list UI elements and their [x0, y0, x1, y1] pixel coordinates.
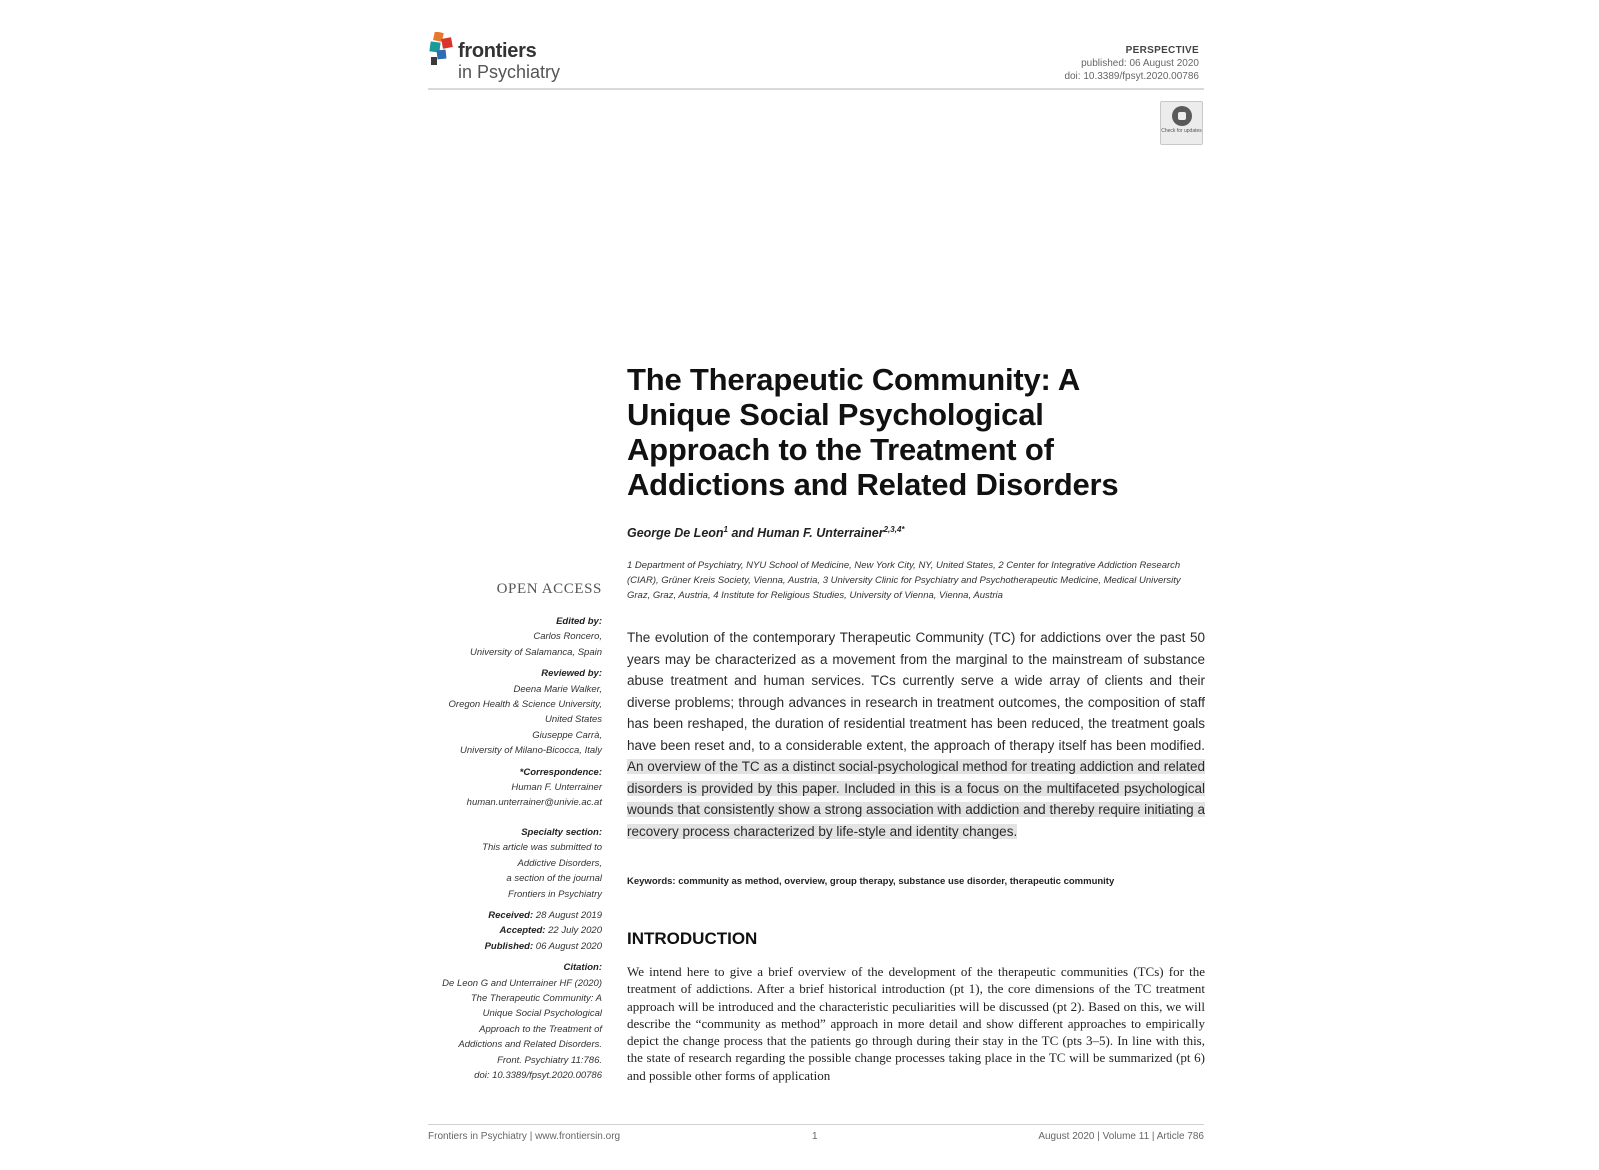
reviewer-line: United States — [544, 714, 602, 726]
author-list — [627, 525, 905, 540]
correspondence-label: *Correspondence: — [519, 766, 602, 778]
doi-link[interactable]: doi: 10.3389/fpsyt.2020.00786 — [1064, 71, 1199, 82]
correspondence-email[interactable]: human.unterrainer@univie.ac.at — [466, 797, 602, 809]
received-label: Received: — [488, 909, 534, 921]
citation-line: Front. Psychiatry 11:786. — [497, 1054, 602, 1066]
check-badge-label: Check for updates — [1161, 128, 1202, 134]
reviewer-line: Deena Marie Walker, — [513, 683, 602, 695]
publisher-name: frontiers — [458, 40, 537, 62]
introduction-text: We intend here to give a brief overview of the development of the therapeutic communities (TCs) for the treatment of addictions. After a brief historical introduction (pt 1), the core dimensions of the TC treatment approach will be introduced and the characteristic peculiarities will be discussed (pt 2). Based on this, we will describe the “community as method” approach in more detail and show different approaches to empirically depict the change process that the patients go through during their stay in the TC (pts 3–5). In line with this, the state of research regarding the possible change processes taking place in the TC will be summarized (pt 6) and possible other forms of application — [627, 964, 1205, 1083]
crossmark-icon — [1172, 106, 1192, 126]
journal-name: in Psychiatry — [458, 62, 561, 82]
specialty-line: Frontiers in Psychiatry — [508, 888, 602, 900]
open-access-label: OPEN ACCESS — [496, 581, 602, 597]
author-affil-marker: 2,3,4* — [883, 525, 905, 534]
section-heading: INTRODUCTION — [627, 929, 758, 948]
specialty-line: Addictive Disorders, — [517, 857, 602, 869]
reviewer-line: Giuseppe Carrà, — [532, 729, 602, 741]
abstract-text: The evolution of the contemporary Therapeutic Community (TC) for addictions over the past 50 years may be characterized as a movement from the marginal to the mainstream of substance abuse treatment and human services. TCs currently serve a wide array of clients and their diverse problems; through advances in research in treatment outcomes, the composition of staff has been reshaped, the duration of residential treatment has been reduced, the treatment goals have been reset and, to a considerable extent, the approach of therapy itself has been modified. — [627, 630, 1205, 753]
published-label: Published: — [484, 940, 534, 952]
footer-volume-info: August 2020 | Volume 11 | Article 786 — [1038, 1131, 1204, 1142]
affiliations: 1 Department of Psychiatry, NYU School of Medicine, New York City, NY, United States, 2 Center for Integrative Addiction Research (CIAR), Grüner Kreis Society, Vienna, Austria, 3 University Clinic for Psychiatry and Psychotherapeutic Medicine, Medical University Graz, Graz, Austria, 4 Institute for Religious Studies, University of Vienna, Vienna, Austria — [627, 560, 1181, 601]
author-affil-marker: 1 — [723, 525, 728, 534]
specialty-line: This article was submitted to — [482, 842, 602, 854]
published-date-sidebar: 06 August 2020 — [533, 940, 602, 952]
footer-journal-link[interactable]: Frontiers in Psychiatry | www.frontiersin.org — [428, 1131, 621, 1142]
footer-divider — [428, 1124, 1204, 1125]
accepted-label: Accepted: — [499, 925, 546, 937]
citation-doi[interactable]: doi: 10.3389/fpsyt.2020.00786 — [474, 1069, 602, 1081]
editor-line: Carlos Roncero, — [533, 631, 602, 643]
keywords: Keywords: community as method, overview, group therapy, substance use disorder, therapeutic community — [627, 876, 1115, 887]
specialty-section-label: Specialty section: — [521, 826, 602, 838]
header-divider — [428, 88, 1204, 90]
specialty-line: a section of the journal — [506, 873, 602, 885]
citation-line: De Leon G and Unterrainer HF (2020) — [442, 977, 602, 989]
article-type: PERSPECTIVE — [1125, 45, 1199, 56]
abstract — [627, 627, 1205, 842]
citation-label: Citation: — [563, 962, 602, 974]
editor-line: University of Salamanca, Spain — [469, 646, 602, 658]
frontiers-logo-icon — [428, 32, 454, 66]
frontiers-logo[interactable] — [428, 30, 618, 82]
citation-line: Addictions and Related Disorders. — [458, 1039, 602, 1051]
published-date: published: 06 August 2020 — [1081, 58, 1199, 69]
received-date: 28 August 2019 — [533, 909, 602, 921]
citation-line: Unique Social Psychological — [482, 1008, 602, 1020]
reviewer-line: Oregon Health & Science University, — [448, 699, 602, 711]
reviewer-line: University of Milano-Bicocca, Italy — [459, 745, 602, 757]
article-info-sidebar — [418, 614, 602, 1089]
accepted-date: 22 July 2020 — [545, 925, 602, 937]
edited-by-label: Edited by: — [556, 616, 602, 627]
reviewed-by-label: Reviewed by: — [541, 668, 602, 680]
page-number: 1 — [812, 1131, 818, 1142]
correspondence-name: Human F. Unterrainer — [511, 782, 602, 794]
citation-line: The Therapeutic Community: A — [470, 992, 602, 1004]
author-name[interactable]: and Human F. Unterrainer — [728, 526, 884, 541]
citation-line: Approach to the Treatment of — [479, 1023, 602, 1035]
check-for-updates-button[interactable] — [1160, 101, 1203, 145]
article-title: The Therapeutic Community: A Unique Social Psychological Approach to the Treatment of Addictions and Related Disorders — [627, 362, 1119, 502]
article-meta-header — [1064, 44, 1199, 83]
author-name[interactable]: George De Leon — [627, 526, 724, 541]
abstract-highlighted-text: An overview of the TC as a distinct social-psychological method for treating addiction and related disorders is provided by this paper. Included in this is a focus on the multifaceted psychological wounds that consistently show a strong association with addiction and thereby require initiating a recovery process characterized by life-style and identity changes. — [627, 759, 1205, 839]
